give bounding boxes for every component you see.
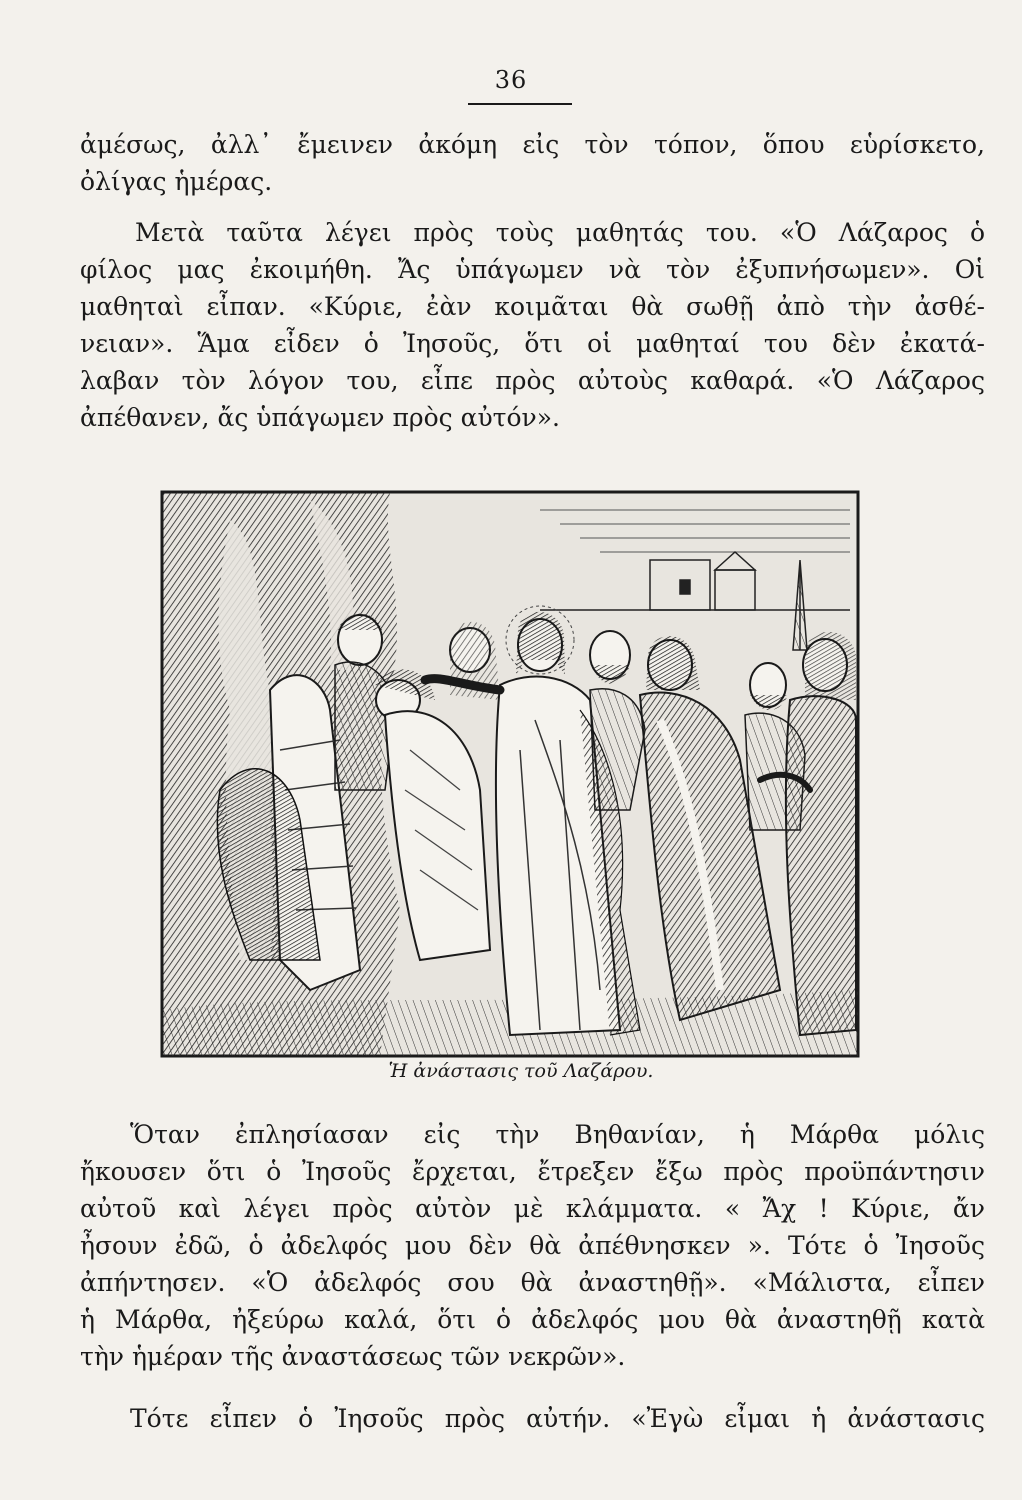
paragraph-2 <box>80 214 985 436</box>
text-line: ἤκουσεν ὅτι ὁ Ἰησοῦς ἔρχεται, ἔτρεξεν ἔξω πρὸς προϋπάντησιν <box>80 1157 985 1186</box>
text-line: ἀμέσως, ἀλλ᾽ ἔμεινεν ἀκόμη εἰς τὸν τόπον, ὅπου εὑρίσκετο, <box>80 130 985 159</box>
page-number-rule <box>468 103 572 105</box>
illustration-caption: Ἡ ἀνάστασις τοῦ Λαζάρου. <box>388 1060 654 1082</box>
paragraph-4 <box>80 1400 985 1437</box>
text-line: αὐτοῦ καὶ λέγει πρὸς αὐτὸν μὲ κλάμματα. « Ἄχ ! Κύριε, ἄν <box>80 1194 985 1223</box>
text-line: ἦσουν ἐδῶ, ὁ ἀδελφός μου δὲν θὰ ἀπέθνησκεν ». Τότε ὁ Ἰησοῦς <box>80 1231 985 1260</box>
text-line: Ὅταν ἐπλησίασαν εἰς τὴν Βηθανίαν, ἡ Μάρθα μόλις <box>130 1120 985 1149</box>
text-line: ὀλίγας ἡμέρας. <box>80 167 273 196</box>
text-line: Μετὰ ταῦτα λέγει πρὸς τοὺς μαθητάς του. «Ὁ Λάζαρος ὁ <box>135 218 985 247</box>
text-line: τὴν ἡμέραν τῆς ἀναστάσεως τῶν νεκρῶν». <box>80 1342 626 1371</box>
text-line: Τότε εἶπεν ὁ Ἰησοῦς πρὸς αὐτήν. «Ἐγὼ εἶμαι ἡ ἀνάστασις <box>130 1404 985 1433</box>
illustration-raising-of-lazarus <box>160 490 860 1058</box>
text-line: φίλος μας ἐκοιμήθη. Ἄς ὑπάγωμεν νὰ τὸν ἐξυπνήσωμεν». Οἱ <box>80 255 985 284</box>
text-line: μαθηταὶ εἶπαν. «Κύριε, ἐὰν κοιμᾶται θὰ σωθῇ ἀπὸ τὴν ἀσθέ- <box>80 292 985 321</box>
text-line: νειαν». Ἅμα εἶδεν ὁ Ἰησοῦς, ὅτι οἱ μαθηταί του δὲν ἐκατά- <box>80 329 985 358</box>
text-line: ἀπήντησεν. «Ὁ ἀδελφός σου θὰ ἀναστηθῇ». «Μάλιστα, εἶπεν <box>80 1268 985 1297</box>
paragraph-3 <box>80 1116 985 1375</box>
paragraph-1 <box>80 126 985 200</box>
text-line: λαβαν τὸν λόγον του, εἶπε πρὸς αὐτοὺς καθαρά. «Ὁ Λάζαρος <box>80 366 985 395</box>
page-number: 36 <box>494 66 528 94</box>
text-line: ἡ Μάρθα, ἠξεύρω καλά, ὅτι ὁ ἀδελφός μου θὰ ἀναστηθῇ κατὰ <box>80 1305 985 1334</box>
text-line: ἀπέθανεν, ἄς ὑπάγωμεν πρὸς αὐτόν». <box>80 403 560 432</box>
